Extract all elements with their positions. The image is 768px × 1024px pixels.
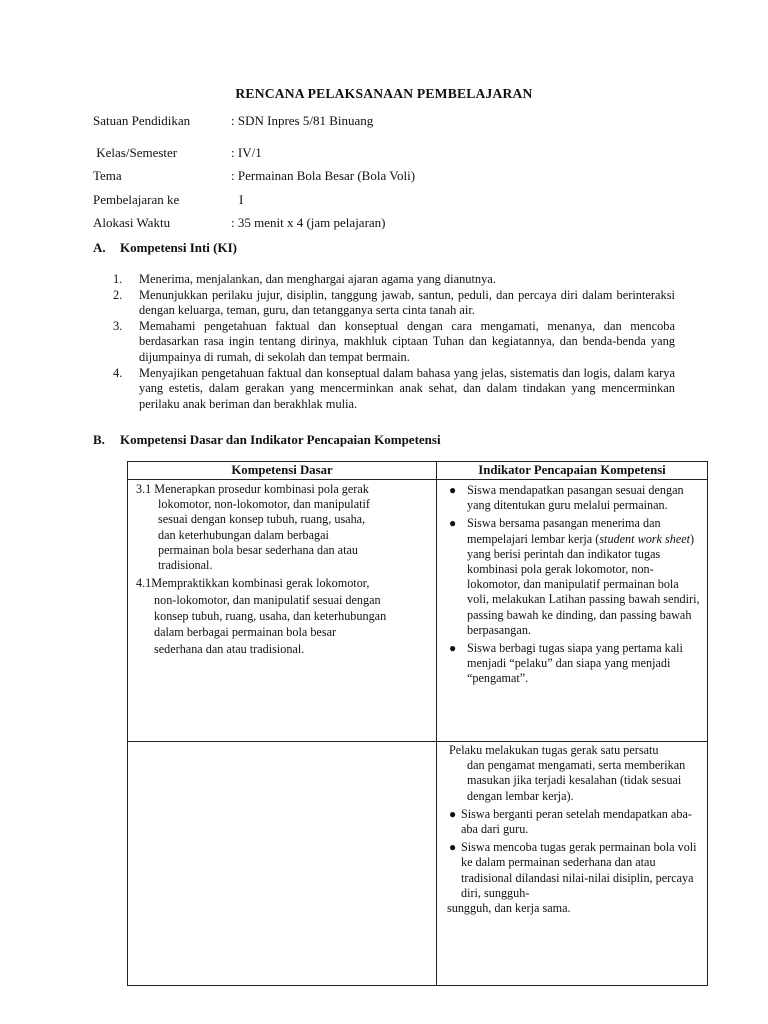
ipk-item-text: ) yang berisi perintah dan indikator tugas kombinasi pola gerak lokomotor, non-lokomotor, dan manipulatif permainan bola voli, melakukan Latihan passing bawah sendiri, passing bawah ke dinding, dan passing bawah berpasangan.: [467, 531, 700, 637]
kd-item-3-1: [136, 482, 430, 573]
kompetensi-inti-list: [113, 272, 675, 412]
document-title: RENCANA PELAKSANAAN PEMBELAJARAN: [235, 86, 533, 101]
section-b-letter: B.: [93, 432, 105, 447]
label-tema: Tema: [93, 168, 122, 183]
list-item: [113, 288, 675, 319]
ipk-item-text: Siswa mencoba tugas gerak permainan bola voli ke dalam permainan sederhana dan atau tradisional dilandasi nilai-nilai disiplin, percaya diri, sungguh-: [461, 840, 697, 900]
label-satuan-pendidikan: Satuan Pendidikan: [93, 113, 191, 128]
bullet-dot-icon: ●: [449, 840, 457, 855]
list-item-text: Menyajikan pengetahuan faktual dan konseptual dalam bahasa yang jelas, sistematis dan logis, dalam karya yang estetis, dalam gerakan yang mencerminkan anak sehat, dan dalam tindakan yang mencerminkan perilaku anak beriman dan berakhlak mulia.: [139, 365, 675, 411]
value-pembelajaran-ke: I: [239, 192, 244, 207]
kd-item-line: sederhana dan atau tradisional.: [154, 641, 305, 656]
kd-cell: [128, 480, 437, 742]
value-tema: : Permainan Bola Besar (Bola Voli): [231, 168, 416, 183]
kd-cell-empty: [128, 742, 437, 986]
kd-item-line: dalam berbagai permainan bola besar: [154, 625, 337, 640]
section-b-title: Kompetensi Dasar dan Indikator Pencapaian Kompetensi: [120, 432, 441, 447]
ipk-item-text: Siswa mendapatkan pasangan sesuai dengan yang ditentukan guru melalui permainan.: [467, 483, 684, 513]
ipk-paragraph-first-line: Pelaku melakukan tugas gerak satu persatu: [449, 743, 659, 757]
ipk-item: [443, 840, 703, 901]
bullet-dot-icon: ●: [449, 483, 457, 497]
table-row: [128, 742, 708, 986]
label-pembelajaran-ke: Pembelajaran ke: [93, 192, 180, 207]
ipk-item-text: Siswa berganti peran setelah mendapatkan aba-aba dari guru.: [461, 806, 692, 837]
table-header-row: [128, 462, 708, 480]
kd-item-line: lokomotor, non-lokomotor, dan manipulatif: [158, 497, 370, 512]
ipk-item-italic: student work sheet: [599, 531, 691, 546]
ipk-item: [443, 807, 703, 837]
label-alokasi-waktu: Alokasi Waktu: [93, 215, 171, 230]
ipk-item: [443, 483, 703, 513]
label-kelas-semester: Kelas/Semester: [93, 145, 178, 160]
ipk-item-text: Siswa bersama pasangan menerima dan mempelajari lembar kerja (: [467, 516, 661, 546]
table-row: [128, 480, 708, 742]
kd-item-line: dan keterhubungan dalam berbagai: [158, 527, 329, 542]
section-a-letter: A.: [93, 240, 106, 255]
value-alokasi-waktu: : 35 menit x 4 (jam pelajaran): [231, 215, 386, 230]
kd-item-line: tradisional.: [158, 558, 213, 573]
kd-item-4-1: [136, 575, 430, 657]
ipk-paragraph: [449, 743, 703, 804]
kd-item-line: non-lokomotor, dan manipulatif sesuai dengan: [154, 592, 381, 607]
ipk-item: [443, 641, 703, 687]
ipk-cell: [437, 480, 708, 742]
ipk-cell: [437, 742, 708, 986]
list-item-text: Menunjukkan perilaku jujur, disiplin, tanggung jawab, santun, peduli, dan percaya diri dalam berinteraksi dengan keluarga, teman, guru, dan tetangganya serta cinta tanah air.: [139, 287, 675, 318]
bullet-dot-icon: ●: [449, 516, 457, 531]
list-item-number: 2.: [113, 287, 123, 302]
list-item: [113, 319, 675, 366]
kd-item-line: konsep tubuh, ruang, usaha, dan keterhubungan: [154, 609, 387, 624]
kd-item-first-line: 3.1 Menerapkan prosedur kombinasi pola gerak: [136, 482, 369, 496]
kompetensi-table: [127, 461, 708, 986]
list-item: [113, 366, 675, 413]
bullet-dot-icon: ●: [449, 806, 457, 821]
section-a-heading: [93, 240, 237, 255]
list-item-text: Menerima, menjalankan, dan menghargai ajaran agama yang dianutnya.: [139, 272, 496, 286]
list-item: [113, 272, 675, 288]
ipk-paragraph-rest: dan pengamat mengamati, serta memberikan masukan jika terjadi kesalahan (tidak sesuai dengan lembar kerja).: [467, 758, 686, 803]
bullet-dot-icon: ●: [449, 641, 457, 656]
ipk-item: [443, 516, 703, 638]
table-header-kompetensi-dasar: Kompetensi Dasar: [128, 462, 437, 480]
list-item-number: 3.: [113, 318, 123, 333]
kd-item-first-line: 4.1Mempraktikkan kombinasi gerak lokomotor,: [136, 576, 370, 591]
section-b-heading: [93, 432, 441, 447]
ipk-tail-line: sungguh, dan kerja sama.: [447, 901, 571, 916]
value-satuan-pendidikan: : SDN Inpres 5/81 Binuang: [231, 113, 374, 128]
kd-item-line: permainan bola besar sederhana dan atau: [158, 542, 358, 557]
value-kelas-semester: : IV/1: [231, 145, 262, 160]
list-item-number: 1.: [113, 272, 123, 286]
kd-item-line: sesuai dengan konsep tubuh, ruang, usaha,: [158, 512, 366, 527]
table-header-indikator: Indikator Pencapaian Kompetensi: [437, 462, 708, 480]
section-a-title: Kompetensi Inti (KI): [120, 240, 237, 255]
ipk-item-text: Siswa berbagi tugas siapa yang pertama kali menjadi “pelaku” dan siapa yang menjadi “pengamat”.: [467, 641, 683, 686]
list-item-text: Memahami pengetahuan faktual dan konseptual dengan cara mengamati, menanya, dan mencoba berdasarkan rasa ingin tentang dirinya, makhluk ciptaan Tuhan dan kegiatannya, dan benda-benda yang dijumpainya di rumah, di sekolah dan tempat bermain.: [139, 318, 675, 364]
list-item-number: 4.: [113, 365, 123, 380]
